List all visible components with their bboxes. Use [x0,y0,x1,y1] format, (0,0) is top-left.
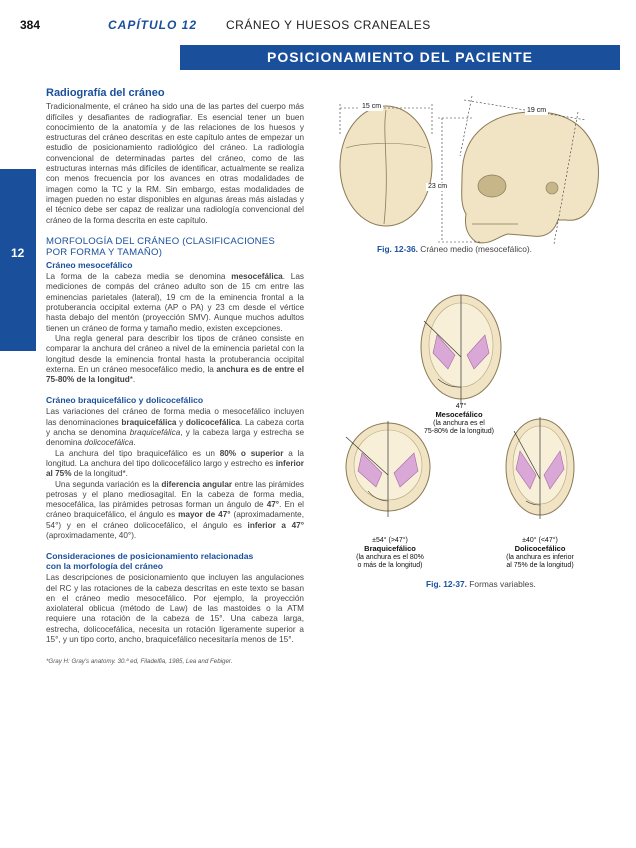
footnote: *Gray H: Gray's anatomy. 30.ª ed, Filadelfia, 1985, Lea and Febiger. [46,658,233,666]
side-tab-number: 12 [11,246,25,260]
meso-skull-diagram [421,295,501,405]
figure-37-caption: Fig. 12-37. Formas variables. [426,579,536,589]
section-title: Radiografía del cráneo [46,87,165,99]
braqui-heading: Cráneo braquicefálico y dolicocefálico [46,395,204,406]
considerations-heading: Consideraciones de posicionamiento relacionadas con la morfología del cráneo [46,551,254,572]
dolico-skull-diagram [506,417,574,519]
meso-label: Mesocefálico (la anchura es el 75-80% de la longitud) [423,410,495,435]
dim-width-label: 15 cm [362,103,382,110]
page-header [20,18,620,34]
section-banner: POSICIONAMIENTO DEL PACIENTE [180,45,620,70]
meso-heading: Cráneo mesocefálico [46,259,133,270]
meso-angle-label: 47° [455,403,467,410]
intro-paragraph: Tradicionalmente, el cráneo ha sido una de las partes del cuerpo más difíciles y desafiantes de radiografiar. Es esencial tener un buen conocimiento de la anatomía y de las relaciones de los huesos y estructuras del cráneo descritas en este capítulo antes de empezar un estudio de posicionamiento radiológico del cráneo. La radiología convencional de determinadas partes del cráneo, como de las estructuras internas más difíciles de identificar, actualmente se realiza con menos frecuencia por los avances en otras modalidades de imagen como la TC y la RM. Sin embargo, estas modalidades de imagen pueden no estar disponibles en algunas áreas más aisladas y el técnico debe ser capaz de realizar una radiología convencional del cráneo de la forma descrita en este capítulo. [46,102,304,225]
morphology-heading: MORFOLOGÍA DEL CRÁNEO (CLASIFICACIONES POR FORMA Y TAMAÑO) [46,235,276,258]
page-number: 384 [20,18,41,32]
figure-36-caption: Fig. 12-36. Cráneo medio (mesocefálico). [377,244,533,254]
chapter-title: CRÁNEO Y HUESOS CRANEALES [226,18,431,32]
chapter-side-tab [0,169,36,351]
dim-length-label: 19 cm [527,107,547,114]
meso-paragraph-2: Una regla general para describir los tipos de cráneo consiste en comparar la anchura del cráneo a nivel de la eminencia parietal con la longitud desde la eminencia frontal hasta la protuberancia occipital externa. En un cráneo mesocefálico medio, la anchura es de entre el 75-80% de la longitud*. [46,333,304,385]
skull-figure-36 [322,96,622,246]
dim-height-label: 23 cm [428,183,448,190]
text-column [46,86,304,668]
dolico-label: ±40° (<47°) Dolicocefálico (la anchura es inferior al 75% de la longitud) [506,537,574,569]
braqui-paragraph-3: Una segunda variación es la diferencia angular entre las pirámides petrosas y el plano mediosagital. En la cabeza de forma media, mesocefálica, las pirámides petrosas forman un ángulo de 47°. En el cráneo braquicefálico, el ángulo es mayor de 47° (aproximadamente, 54°) y en el cráneo dolicocefálico, el ángulo es inferior a 47° (aproximadamente, 40°). [46,479,305,540]
braqui-label: ±54° (>47°) Braquicefálico (la anchura es el 80% o más de la longitud) [356,537,424,569]
considerations-paragraph: Las descripciones de posicionamiento que incluyen las angulaciones del RC y las rotaciones de la cabeza descritas en este texto se basan en el cráneo medio mesocefálico. Por ejemplo, la proyección axiolateral oblicua (método de Law) de las mastoides o la ATM requiere una rotación de la cabeza de 15°. Una cabeza larga, estrecha, dolicocefálica, necesita un rotación ligeramente superior a 15°, y un tipo corto, ancho, braquicefálico necesitaría menos de 15°. [46,573,304,645]
chapter-label: CAPÍTULO 12 [108,18,198,32]
braqui-paragraph-1: Las variaciones del cráneo de forma media o mesocefálico incluyen las denominaciones braquicefálica y dolicocefálica. La cabeza corta y ancha se denomina braquicefálica, y la cabeza larga y estrecha se denomina dolicocefálica. [46,407,305,448]
braqui-paragraph-2: La anchura del tipo braquicefálico es un 80% o superior a la longitud. La anchura del tipo dolicocefálico largo y estrecho es inferior al 75% de la longitud*. [46,448,304,479]
meso-paragraph-1: La forma de la cabeza media se denomina mesocefálica. Las mediciones de compás del cráneo adulto son de 15 cm entre las eminencias parietales (lateral), 19 cm de la eminencia frontal a la protuberancia occipital externa (AP o PA) y 23 cm desde el vértice hasta debajo del mentón (proyección SMV). Aunque muchos adultos tienen un cráneo de forma y tamaño medio, existen excepciones. [46,272,304,333]
skull-lateral-view [462,112,599,243]
